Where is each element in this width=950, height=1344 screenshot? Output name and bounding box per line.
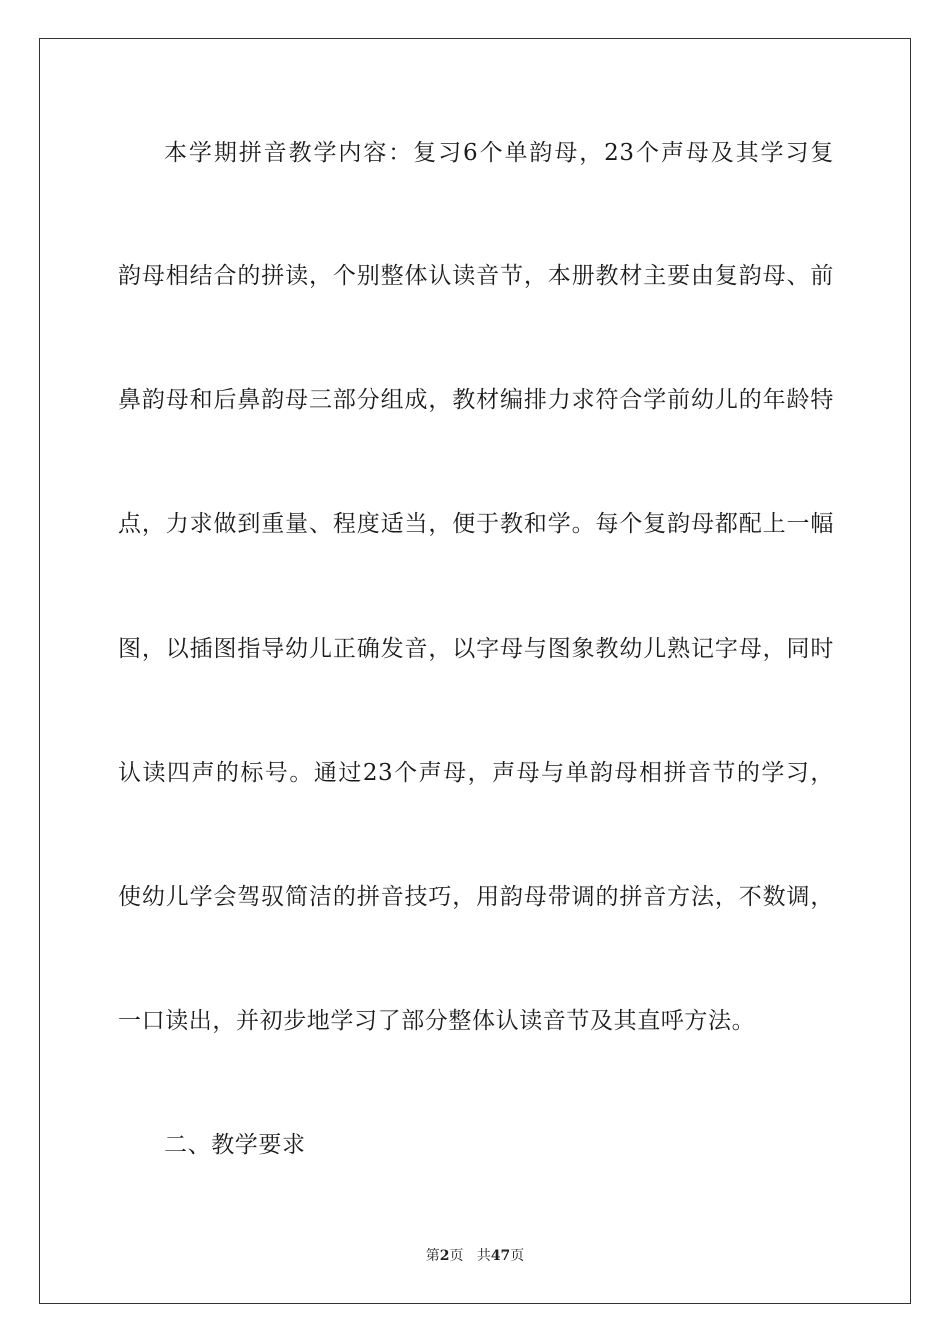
paragraph-line-3: 鼻韵母和后鼻韵母三部分组成，教材编排力求符合学前幼儿的年龄特 xyxy=(118,387,834,413)
paragraph-line-2: 韵母相结合的拼读，个别整体认读音节，本册教材主要由复韵母、前 xyxy=(118,263,834,289)
footer-page-number: 2 xyxy=(439,1248,450,1264)
page-frame xyxy=(39,38,911,1304)
page-footer xyxy=(0,1247,950,1265)
paragraph-line-4: 点，力求做到重量、程度适当，便于教和学。每个复韵母都配上一幅 xyxy=(118,511,834,537)
paragraph-line-6: 认读四声的标号。通过23个声母，声母与单韵母相拼音节的学习， xyxy=(118,760,834,786)
paragraph-line-7: 使幼儿学会驾驭简洁的拼音技巧，用韵母带调的拼音方法，不数调， xyxy=(118,884,834,910)
footer-page-suffix: 页 xyxy=(449,1248,464,1264)
footer-page-prefix: 第 xyxy=(425,1248,440,1264)
footer-total-prefix: 共 xyxy=(476,1248,491,1264)
footer-total-suffix: 页 xyxy=(510,1248,525,1264)
paragraph-line-5: 图，以插图指导幼儿正确发音，以字母与图象教幼儿熟记字母，同时 xyxy=(118,636,834,662)
paragraph-line-1: 本学期拼音教学内容：复习6个单韵母，23个声母及其学习复 xyxy=(164,140,834,166)
section-heading: 二、教学要求 xyxy=(164,1132,306,1158)
paragraph-line-8: 一口读出，并初步地学习了部分整体认读音节及其直呼方法。 xyxy=(118,1008,756,1034)
footer-total-pages: 47 xyxy=(490,1248,511,1264)
